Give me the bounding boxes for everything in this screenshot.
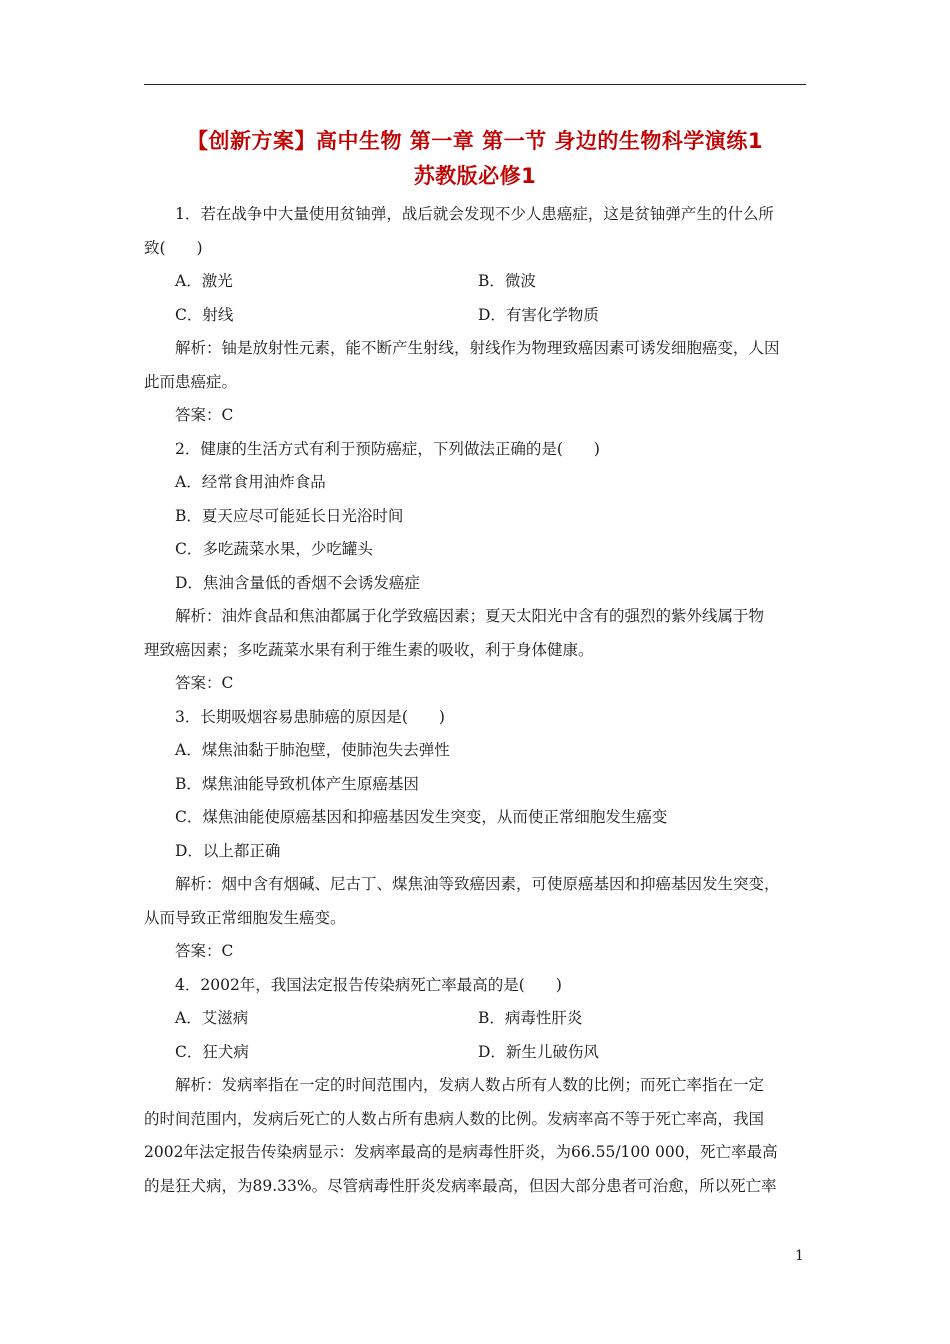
question-3-analysis-cont: 从而导致正常细胞发生癌变。 [144,908,346,927]
page-number: 1 [795,1248,804,1264]
document-subtitle: 苏教版必修1 [413,164,537,188]
question-4-analysis-cont-3: 的是狂犬病，为89.33%。尽管病毒性肝炎发病率最高，但因大部分患者可治愈，所以死亡率 [144,1176,777,1195]
option-a: A．煤焦油黏于肺泡壁，使肺泡失去弹性 [175,741,450,759]
option-d: D．以上都正确 [175,841,281,860]
option-c: C．射线 [175,305,234,324]
question-1-analysis-cont: 此而患癌症。 [144,372,238,391]
option-d: D．新生儿破伤风 [478,1042,599,1061]
question-4-options-row-1 [144,1002,806,1036]
option-a: A．经常食用油炸食品 [175,473,326,491]
question-2-analysis: 解析：油炸食品和焦油都属于化学致癌因素；夏天太阳光中含有的强烈的紫外线属于物 [175,607,765,625]
option-c: C．多吃蔬菜水果，少吃罐头 [175,540,373,558]
question-4-analysis: 解析：发病率指在一定的时间范围内，发病人数占所有人数的比例；而死亡率指在一定 [175,1076,765,1094]
question-3-stem: 3．长期吸烟容易患肺癌的原因是( ) [175,707,445,726]
option-c: C．煤焦油能使原癌基因和抑癌基因发生突变，从而使正常细胞发生癌变 [175,808,668,826]
question-2-stem: 2．健康的生活方式有利于预防癌症，下列做法正确的是( ) [175,439,600,458]
option-c: C．狂犬病 [175,1042,249,1061]
question-4-analysis-cont-1: 的时间范围内，发病后死亡的人数占所有患病人数的比例。发病率高不等于死亡率高，我国 [144,1109,765,1128]
option-d: D．焦油含量低的香烟不会诱发癌症 [175,573,420,592]
option-b: B．微波 [478,272,536,290]
option-a: A．激光 [175,272,233,290]
option-d: D．有害化学物质 [478,305,599,324]
question-1-stem: 1．若在战争中大量使用贫铀弹，战后就会发现不少人患癌症，这是贫铀弹产生的什么所 [175,205,774,223]
question-2-analysis-cont: 理致癌因素；多吃蔬菜水果有利于维生素的吸收，利于身体健康。 [144,640,594,659]
question-1-analysis: 解析：铀是放射性元素，能不断产生射线，射线作为物理致癌因素可诱发细胞癌变，人因 [175,339,780,357]
question-2-answer: 答案：C [175,674,234,692]
document-title: 【创新方案】高中生物 第一章 第一节 身边的生物科学演练1 [186,129,764,153]
question-3-answer: 答案：C [175,942,234,960]
question-4-options-row-2 [144,1036,806,1070]
header-rule [144,84,806,85]
question-1-stem-cont: 致( ) [144,238,203,257]
option-b: B．病毒性肝炎 [478,1009,583,1027]
question-3-analysis: 解析：烟中含有烟碱、尼古丁、煤焦油等致癌因素，可使原癌基因和抑癌基因发生突变， [175,875,780,893]
question-4-analysis-cont-2: 2002年法定报告传染病显示：发病率最高的是病毒性肝炎，为66.55/100 000，死亡率最高 [144,1143,778,1161]
option-b: B．夏天应尽可能延长日光浴时间 [175,506,404,525]
question-1-options-row-1 [144,265,806,299]
option-a: A．艾滋病 [175,1009,249,1027]
option-b: B．煤焦油能导致机体产生原癌基因 [175,774,419,793]
question-1-options-row-2 [144,299,806,333]
document-body [144,198,806,1203]
question-1-answer: 答案：C [175,406,234,424]
question-4-stem: 4．2002年，我国法定报告传染病死亡率最高的是( ) [175,975,562,994]
